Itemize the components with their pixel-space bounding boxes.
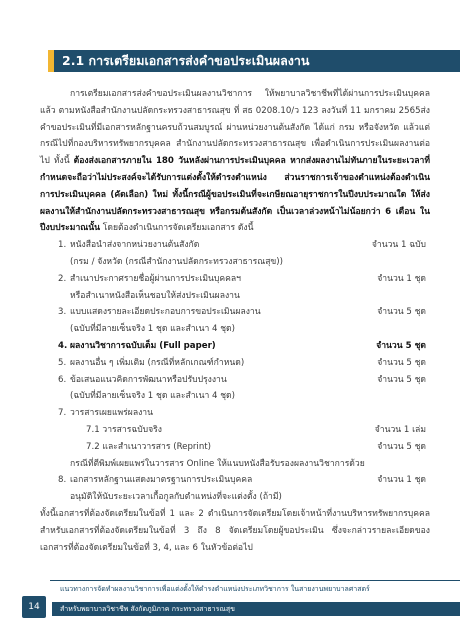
item-amount: จำนวน 5 ชุด — [377, 307, 426, 318]
section-header — [48, 50, 460, 72]
footer-title: แนวทางการจัดทำผลงานวิชาการเพื่อแต่งตั้งให้ดำรงตำแหน่งประเภทวิชาการ ในสายงานพยาบาลศาสตร์ — [60, 585, 370, 593]
item-text: วารสารเผยแพร่ผลงาน — [70, 408, 153, 419]
list-item — [40, 355, 430, 372]
item-note: หรือสำเนาหนังสือเห็นชอบให้ส่งประเมินผลงาน — [70, 290, 240, 301]
item-amount: จำนวน 5 ชุด — [377, 374, 426, 385]
footer-divider — [50, 580, 460, 581]
list-item — [40, 472, 430, 489]
item-text: ข้อเสนอแนวคิดการพัฒนาหรือปรับปรุงงาน — [70, 374, 227, 385]
item-amount: จำนวน 1 ชุด — [377, 475, 426, 486]
item-note: อนุมัติให้นับระยะเวลาเกื้อกูลกับตำแหน่งที่จะแต่งตั้ง (ถ้ามี) — [70, 492, 282, 503]
page-footer — [0, 572, 460, 640]
item-number: 7. — [58, 408, 67, 419]
closing-paragraph: ทั้งนี้เอกสารที่ต้องจัดเตรียมในข้อที่ 1 และ 2 ดำเนินการจัดเตรียมโดยเจ้าหน้าที่งานบริหารทรัพยากรบุคคลสำหรับเอกสารที่ต้องจัดเตรียมในข้อที่ 3 ถึง 8 จัดเตรียมโดยผู้ขอประเมิน ซึ่งจะกล่าวรายละเอียดของเอกสารที่ต้องจัดเตรียมในข้อที่ 3, 4, และ 6 ในหัวข้อต่อไป — [40, 508, 430, 553]
list-item — [40, 271, 430, 288]
item-amount: จำนวน 5 ชุด — [376, 340, 426, 351]
item-note: (ฉบับที่มีลายเซ็นจริง 1 ชุด และสำเนา 4 ชุด) — [70, 324, 235, 335]
list-item — [40, 372, 430, 389]
journal-sub-item — [40, 422, 430, 439]
intro-bold-text: ต้องส่งเอกสารภายใน 180 วันหลังผ่านการประเมินบุคคล หากส่งผลงานไม่ทันภายในระยะเวลาที่กำหนดจะถือว่าไม่ประสงค์จะได้รับการแต่งตั้งให้ดำรงตำแหน่ง ส่วนราชการเจ้าของตำแหน่งต้องดำเนินการประเมินบุคคล (คัดเลือก) ใหม่ ทั้งนี้กรณีผู้ขอประเมินที่จะเกษียณอายุราชการในปีงบประมาณใด ให้ส่งผลงานให้สำนักงานปลัดกระทรวงสาธารณสุข หรือกรมต้นสังกัด เป็นเวลาล่วงหน้าไม่น้อยกว่า 6 เดือน ในปีงบประมาณนั้น — [40, 156, 430, 234]
item-number: 8. — [58, 475, 67, 486]
intro-tail: โดยต้องดำเนินการจัดเตรียมเอกสาร ดังนี้ — [100, 223, 254, 234]
item-number: 4. — [58, 340, 68, 351]
item-text: แบบแสดงรายละเอียดประกอบการขอประเมินผลงาน — [70, 307, 261, 318]
document-list — [40, 237, 430, 506]
item-number: 2. — [58, 273, 67, 284]
item-number: 3. — [58, 307, 67, 318]
item-text: ผลงานวิชาการฉบับเต็ม (Full paper) — [70, 340, 216, 351]
journal-sub-amount: จำนวน 1 เล่ม — [374, 424, 426, 435]
item-text: ผลงานอื่น ๆ เพิ่มเติม (กรณีที่หลักเกณฑ์กำหนด) — [70, 357, 245, 368]
list-item — [40, 237, 430, 254]
section-title: 2.1 การเตรียมเอกสารส่งคำขอประเมินผลงาน — [62, 53, 310, 68]
item-number: 5. — [58, 357, 67, 368]
item-amount: จำนวน 1 ฉบับ — [371, 240, 426, 251]
intro-paragraph — [40, 86, 430, 237]
footer-bar — [52, 602, 460, 616]
intro-text: การเตรียมเอกสารส่งคำขอประเมินผลงานวิชาการ ให้พยาบาลวิชาชีพที่ได้ผ่านการประเมินบุคคลแล้ว ตามหนังสือสำนักงานปลัดกระทรวงสาธารณสุข ที่ สธ 0208.10/ว 123 ลงวันที่ 11 มกราคม 2565ส่งคำขอประเมินที่มีเอกสารหลักฐานครบถ้วนสมบูรณ์ ผ่านหน่วยงานต้นสังกัด ได้แก่ กรม หรือจังหวัด แล้วแต่กรณีไปที่กองบริหารทรัพยากรบุคคล สำนักงานปลัดกระทรวงสาธารณสุข เพื่อดำเนินการประเมินผลงานต่อไป ทั้งนี้ — [40, 89, 430, 167]
list-item — [40, 405, 430, 422]
item-note: (กรม / จังหวัด (กรณีสำนักงานปลัดกระทรวงสาธารณสุข)) — [70, 256, 284, 267]
journal-sub-amount: จำนวน 5 ชุด — [377, 441, 426, 452]
item-amount: จำนวน 1 ชุด — [377, 273, 426, 284]
item-amount: จำนวน 5 ชุด — [377, 357, 426, 368]
item-text: สำเนาประกาศรายชื่อผู้ผ่านการประเมินบุคคลฯ — [70, 273, 241, 284]
item-note: (ฉบับที่มีลายเซ็นจริง 1 ชุด และสำเนา 4 ชุด) — [70, 391, 235, 402]
list-item — [40, 338, 430, 355]
item-text: หนังสือนำส่งจากหน่วยงานต้นสังกัด — [70, 240, 200, 251]
journal-sub-text: 7.1 วารสารฉบับจริง — [86, 424, 162, 435]
journal-note: กรณีที่ตีพิมพ์เผยแพร่ในวารสาร Online ให้แนบหนังสือรับรองผลงานวิชาการด้วย — [70, 458, 365, 469]
page-number: 14 — [22, 596, 46, 618]
list-item — [40, 304, 430, 321]
journal-sub-text: 7.2 และสำเนาวารสาร (Reprint) — [86, 441, 211, 452]
item-number: 6. — [58, 374, 67, 385]
document-body — [40, 86, 430, 556]
item-text: เอกสารหลักฐานแสดงมาตรฐานการประเมินบุคคล — [70, 475, 253, 486]
item-number: 1. — [58, 240, 67, 251]
header-accent — [48, 50, 54, 72]
journal-sub-item — [40, 439, 430, 456]
footer-subtitle: สำหรับพยาบาลวิชาชีพ สังกัดภูมิภาค กระทรวงสาธารณสุข — [60, 605, 235, 613]
